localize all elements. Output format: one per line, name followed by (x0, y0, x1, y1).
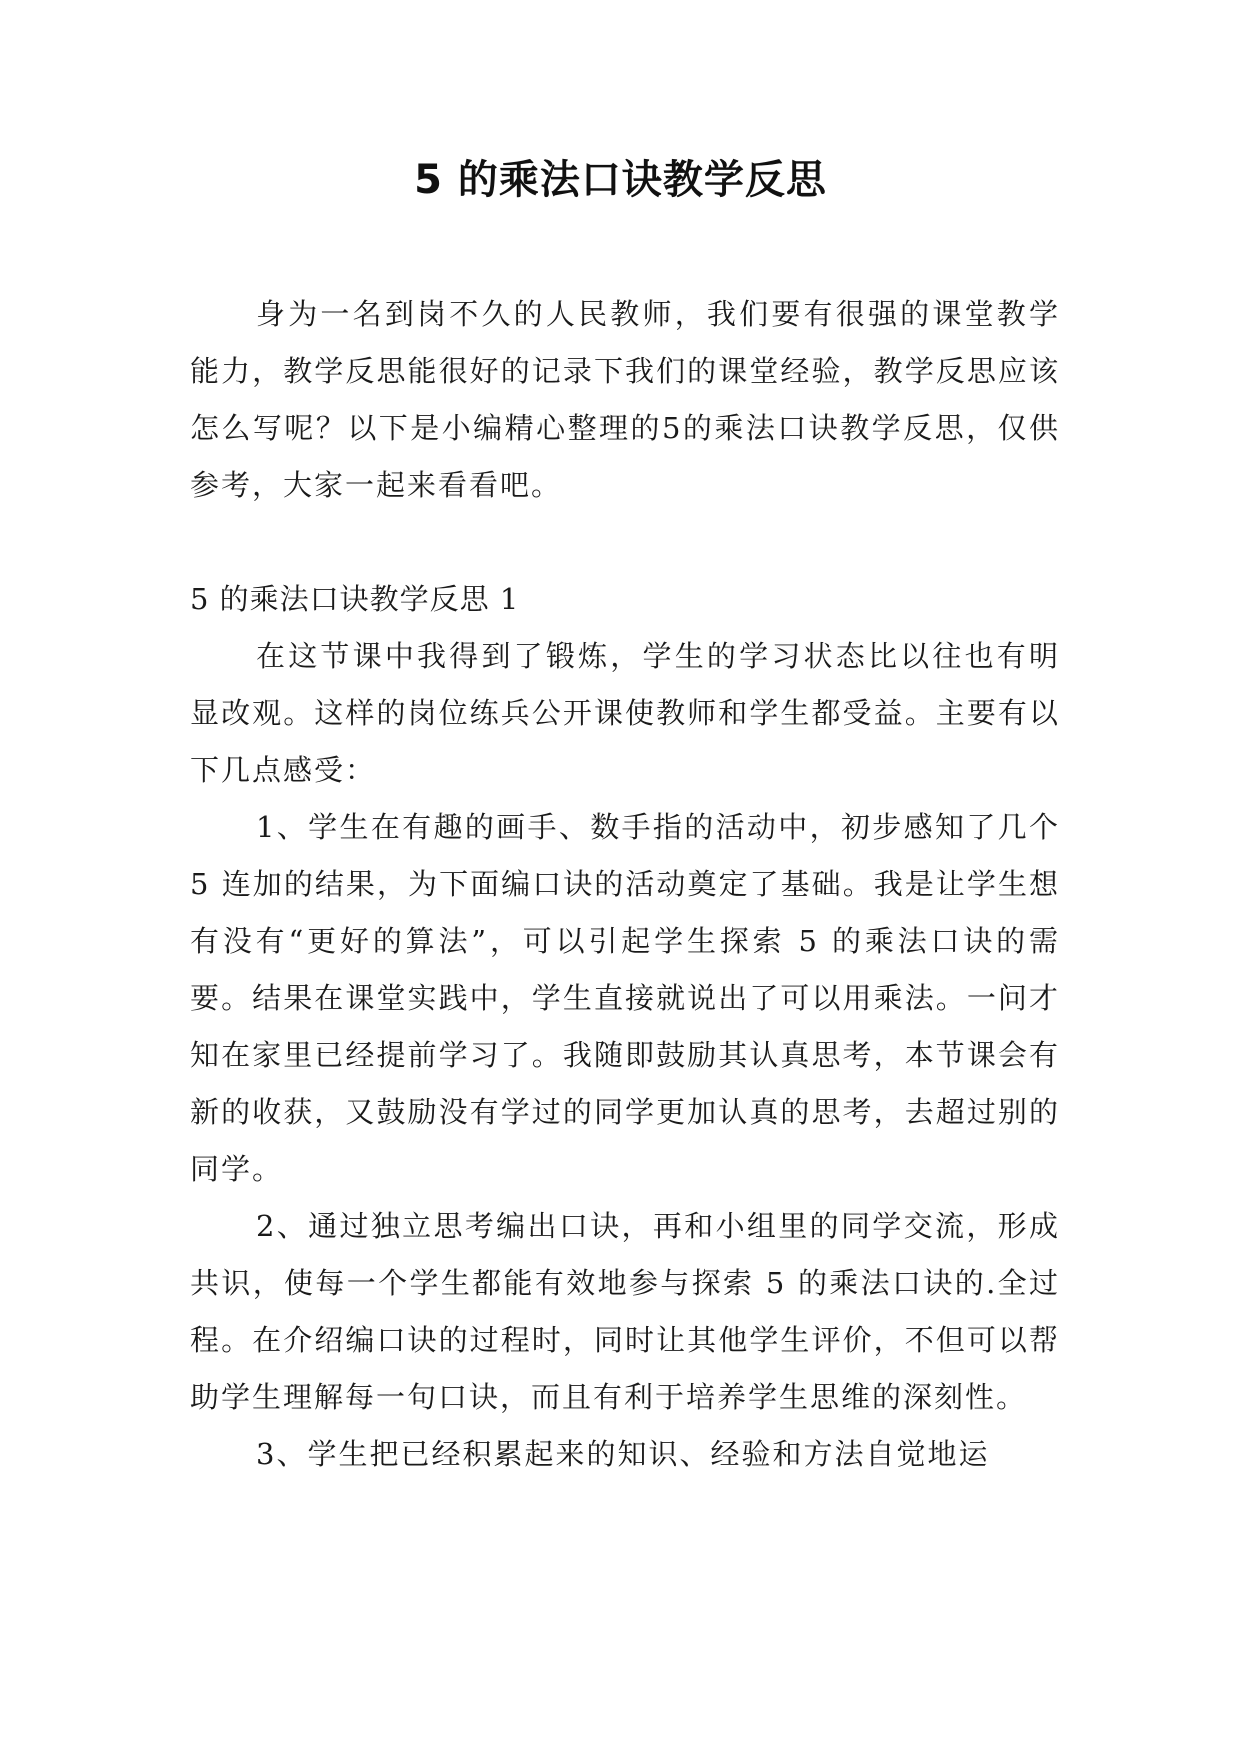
body-paragraph-2: 1、学生在有趣的画手、数手指的活动中，初步感知了几个 5 连加的结果，为下面编口诀的活动奠定了基础。我是让学生想有没有“更好的算法”，可以引起学生探索 5 的乘法口诀的需要。结果在课堂实践中，学生直接就说出了可以用乘法。一问才知在家里已经提前学习了。我随即鼓励其认真思考，本节课会有新的收获，又鼓励没有学过的同学更加认真的思考，去超过别的同学。 (190, 810, 1060, 1186)
document-title: 5 的乘法口诀教学反思 (414, 157, 827, 203)
body-paragraph-4: 3、学生把已经积累起来的知识、经验和方法自觉地运 (256, 1437, 990, 1471)
body-paragraph-3: 2、通过独立思考编出口诀，再和小组里的同学交流，形成共识，使每一个学生都能有效地参与探索 5 的乘法口诀的.全过程。在介绍编口诀的过程时，同时让其他学生评价，不但可以帮助学生理解每一句口诀，而且有利于培养学生思维的深刻性。 (190, 1209, 1060, 1414)
body-paragraph-1: 在这节课中我得到了锻炼，学生的学习状态比以往也有明显改观。这样的岗位练兵公开课使教师和学生都受益。主要有以下几点感受： (190, 639, 1060, 787)
document-body (190, 286, 1060, 1483)
intro-paragraph: 身为一名到岗不久的人民教师，我们要有很强的课堂教学能力，教学反思能很好的记录下我们的课堂经验，教学反思应该怎么写呢？以下是小编精心整理的5的乘法口诀教学反思，仅供参考，大家一起来看看吧。 (190, 297, 1060, 502)
section-heading: 5 的乘法口诀教学反思 1 (190, 582, 520, 616)
